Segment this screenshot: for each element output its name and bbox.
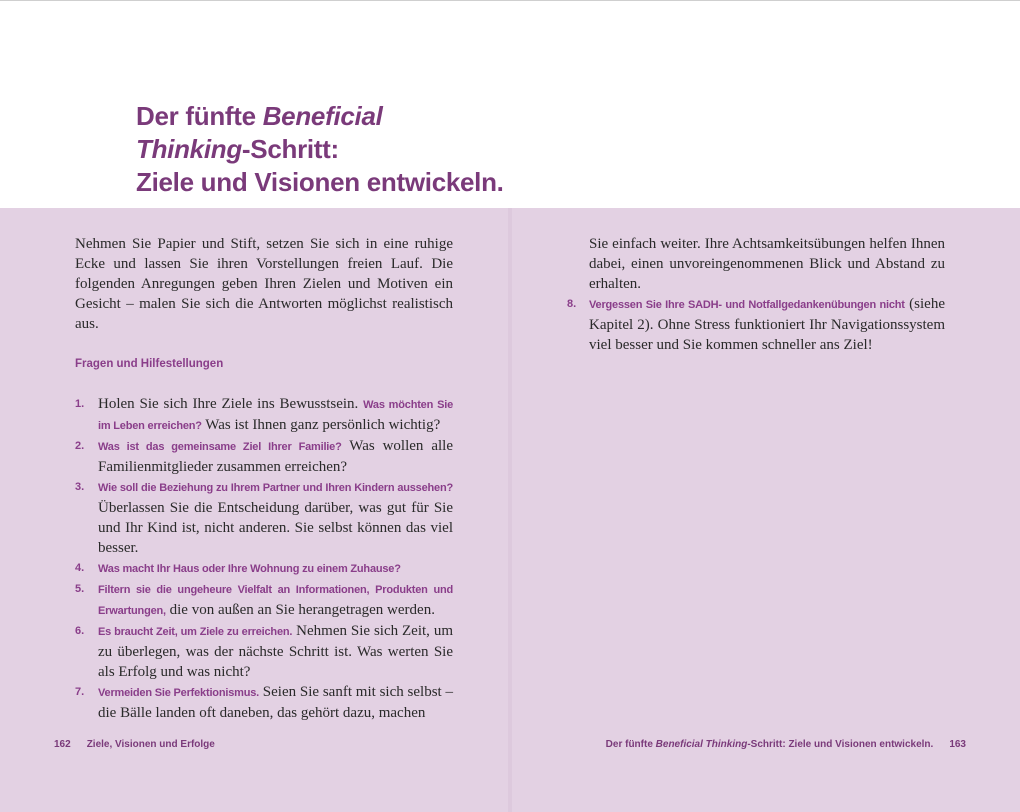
chapter-heading — [136, 100, 504, 199]
item-text-post: Was ist Ihnen ganz persönlich wichtig? — [201, 417, 441, 433]
item-number: 4. — [75, 562, 85, 574]
footer-left — [54, 738, 215, 752]
book-gutter — [508, 208, 512, 812]
item-highlight: Es braucht Zeit, um Ziele zu erreichen. — [98, 626, 293, 638]
running-head-right-italic: Beneficial Thinking — [655, 739, 748, 750]
item-text-post: Nehmen Sie sich Zeit, um zu überlegen, was der nächste Schritt ist. Was werten Sie als Erfolg und was nicht? — [98, 623, 453, 680]
item-text-post: Was wollen alle Familienmitglieder zusammen erreichen? — [98, 438, 453, 475]
item-highlight: Was möchten Sie im Leben erreichen? — [98, 399, 453, 432]
question-list — [75, 394, 453, 723]
item-number: 2. — [75, 440, 85, 452]
item-highlight: Filtern sie die ungeheure Vielfalt an Informationen, Produkten und Erwartungen, — [98, 584, 453, 617]
list-item — [567, 294, 945, 355]
footer-right — [606, 738, 966, 752]
item-highlight: Was macht Ihr Haus oder Ihre Wohnung zu einem Zuhause? — [98, 563, 401, 575]
item-highlight: Vermeiden Sie Perfektionismus. — [98, 687, 259, 699]
list-item-continuation — [567, 234, 945, 294]
heading-line1-a: Der fünfte — [136, 101, 263, 131]
right-column-list — [567, 234, 945, 355]
running-head-right-pre: Der fünfte — [605, 739, 656, 750]
list-item — [75, 394, 453, 436]
item-number: 1. — [75, 398, 85, 410]
section-subhead: Fragen und Hilfestellungen — [75, 358, 224, 370]
item-text-post: Überlassen Sie die Entscheidung darüber, was gut für Sie und Ihr Kind ist, nicht anderen. Sie selbst können das viel besser. — [98, 500, 453, 556]
item-number: 6. — [75, 625, 85, 637]
continuation-text: Sie einfach weiter. Ihre Achtsamkeitsübungen helfen Ihnen dabei, einen unvoreingenommenen Blick und Abstand zu erhalten. — [589, 236, 945, 292]
item-text-post: (siehe Kapitel 2). Ohne Stress funktioniert Ihr Navigationssystem viel besser und Sie kommen schneller ans Ziel! — [589, 296, 945, 353]
item-highlight: Vergessen Sie Ihre SADH- und Notfallgedankenübungen nicht — [589, 299, 905, 311]
heading-line2-b: -Schritt: — [241, 134, 339, 164]
item-highlight: Wie soll die Beziehung zu Ihrem Partner und Ihren Kindern aussehen? — [98, 482, 453, 494]
item-number: 5. — [75, 583, 85, 595]
list-item — [75, 621, 453, 682]
item-number: 3. — [75, 481, 85, 493]
page-edge — [0, 0, 1020, 1]
item-text-post: Seien Sie sanft mit sich selbst – die Bälle landen oft daneben, das gehört dazu, machen — [98, 684, 453, 721]
page-number-right: 163 — [949, 739, 966, 750]
item-number: 7. — [75, 686, 85, 698]
item-text-pre: Holen Sie sich Ihre Ziele ins Bewusstsein. — [98, 396, 364, 412]
intro-paragraph: Nehmen Sie Papier und Stift, setzen Sie sich in eine ruhige Ecke und lassen Sie ihren Vorstellungen freien Lauf. Die folgenden Anregungen geben Ihren Zielen und Motiven ein Gesicht – malen Sie sich die Antworten möglichst realistisch aus. — [75, 236, 453, 332]
running-head-left: Ziele, Visionen und Erfolge — [86, 739, 215, 750]
item-text-post: die von außen an Sie herangetragen werden. — [165, 602, 435, 618]
list-item — [75, 579, 453, 621]
item-number: 8. — [567, 298, 577, 310]
list-item — [75, 436, 453, 477]
list-item — [75, 558, 453, 579]
list-item — [75, 682, 453, 723]
running-head-right-post: -Schritt: Ziele und Visionen entwickeln. — [747, 739, 934, 750]
list-item — [75, 477, 453, 558]
heading-line3: Ziele und Visionen entwickeln. — [136, 167, 504, 197]
heading-line1-b: Beneficial — [262, 101, 383, 131]
item-highlight: Was ist das gemeinsame Ziel Ihrer Familie? — [98, 441, 342, 453]
heading-line2-a: Thinking — [136, 134, 242, 164]
page-number-left: 162 — [54, 739, 71, 750]
